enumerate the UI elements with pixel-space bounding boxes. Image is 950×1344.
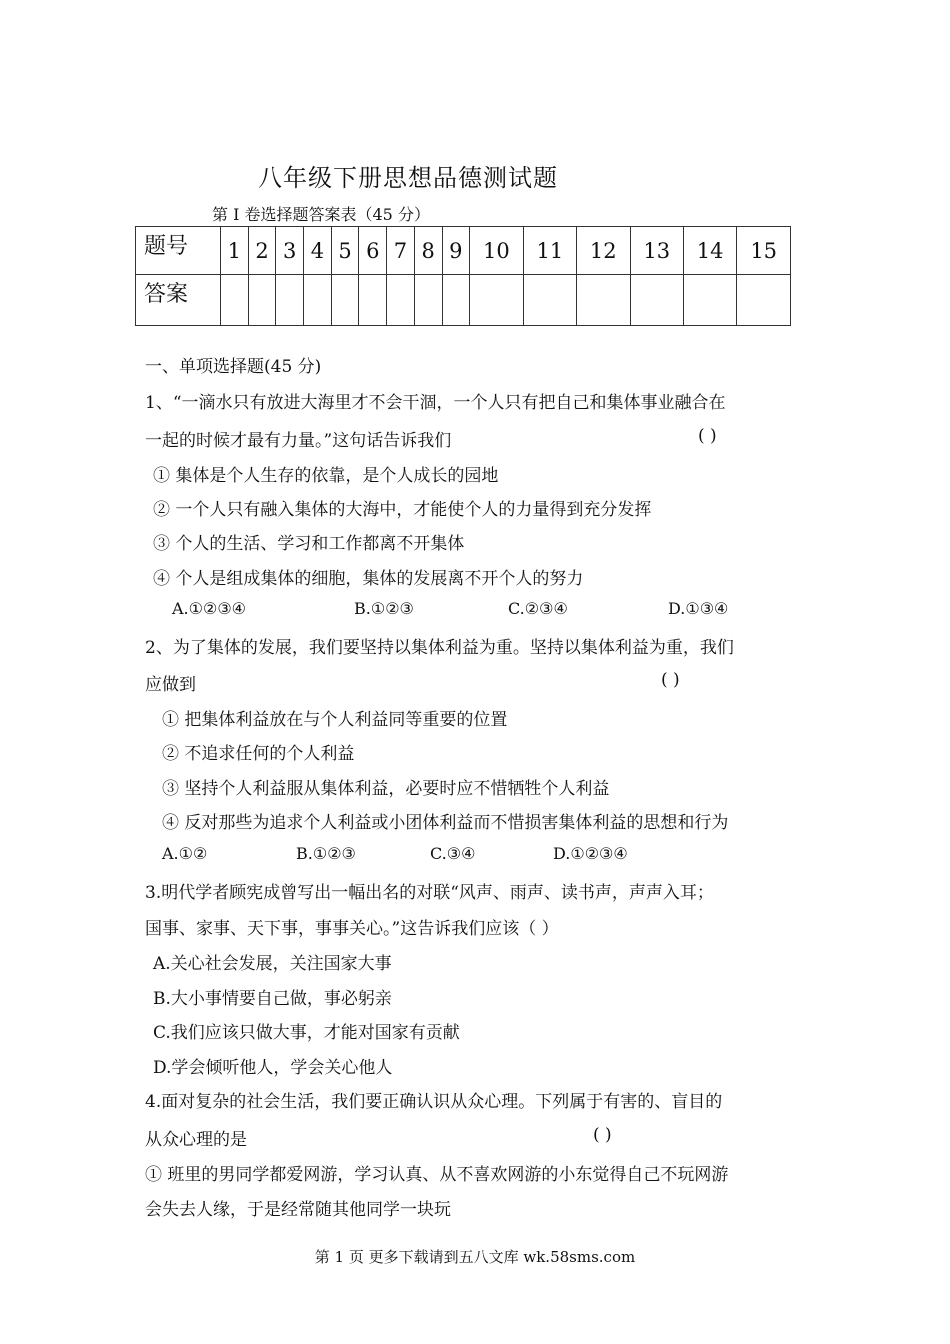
answer-cell[interactable]	[683, 275, 736, 326]
q1-item: ② 一个人只有融入集体的大海中，才能使个人的力量得到充分发挥	[153, 500, 652, 520]
section-heading: 一、单项选择题(45 分)	[145, 357, 322, 377]
question-number-cell: 15	[737, 227, 791, 275]
q2-stem-line2: 应做到	[145, 675, 196, 695]
question-number-cell: 1	[221, 227, 249, 275]
question-number-cell: 13	[630, 227, 683, 275]
q1-option-c: C.②③④	[508, 599, 568, 618]
q2-option-b: B.①②③	[296, 844, 356, 863]
q2-stem-line1: 2、为了集体的发展，我们要坚持以集体利益为重。坚持以集体利益为重，我们	[145, 638, 734, 658]
question-number-cell: 5	[331, 227, 359, 275]
answer-cell[interactable]	[387, 275, 415, 326]
row-label-number: 题号	[136, 227, 221, 275]
q3-option-d: D.学会倾听他人，学会关心他人	[153, 1058, 393, 1078]
q2-option-a: A.①②	[162, 844, 208, 863]
page-title: 八年级下册思想品德测试题	[258, 164, 558, 192]
q3-stem-line2: 国事、家事、天下事，事事关心。”这告诉我们应该（ ）	[145, 919, 559, 939]
q2-item: ① 把集体利益放在与个人利益同等重要的位置	[162, 710, 508, 730]
row-label-answer: 答案	[136, 275, 221, 326]
q3-option-b: B.大小事情要自己做，事必躬亲	[153, 989, 392, 1009]
q4-item1-line1: ① 班里的男同学都爱网游，学习认真、从不喜欢网游的小东觉得自己不玩网游	[145, 1165, 729, 1185]
question-number-cell: 11	[523, 227, 576, 275]
q1-item: ① 集体是个人生存的依靠，是个人成长的园地	[153, 466, 499, 486]
question-number-cell: 7	[387, 227, 415, 275]
table-row-answers	[136, 275, 791, 326]
answer-cell[interactable]	[276, 275, 304, 326]
answer-cell[interactable]	[359, 275, 387, 326]
q1-option-b: B.①②③	[354, 599, 414, 618]
question-number-cell: 4	[304, 227, 332, 275]
q2-item: ④ 反对那些为追求个人利益或小团体利益而不惜损害集体利益的思想和行为	[162, 813, 729, 833]
q4-answer-blank: ( )	[593, 1125, 612, 1145]
table-row-numbers	[136, 227, 791, 275]
answer-cell[interactable]	[523, 275, 576, 326]
q1-option-d: D.①③④	[668, 599, 729, 618]
q2-answer-blank: ( )	[661, 670, 680, 690]
answer-cell[interactable]	[577, 275, 630, 326]
q4-stem-line2: 从众心理的是	[145, 1130, 247, 1150]
q3-stem-line1: 3.明代学者顾宪成曾写出一幅出名的对联“风声、雨声、读书声，声声入耳；	[145, 883, 714, 903]
answer-cell[interactable]	[304, 275, 332, 326]
q2-item: ② 不追求任何的个人利益	[162, 744, 355, 764]
q3-option-a: A.关心社会发展，关注国家大事	[153, 954, 392, 974]
q1-stem-line2: 一起的时候才最有力量。”这句话告诉我们	[145, 431, 452, 451]
answer-cell[interactable]	[414, 275, 442, 326]
q4-item1-line2: 会失去人缘，于是经常随其他同学一块玩	[145, 1200, 451, 1220]
answer-cell[interactable]	[248, 275, 276, 326]
q2-option-d: D.①②③④	[553, 844, 628, 863]
q1-stem-line1: 1、“一滴水只有放进大海里才不会干涸，一个人只有把自己和集体事业融合在	[145, 393, 726, 413]
q1-item: ④ 个人是组成集体的细胞，集体的发展离不开个人的努力	[153, 569, 584, 589]
answer-cell[interactable]	[221, 275, 249, 326]
question-number-cell: 2	[248, 227, 276, 275]
answer-cell[interactable]	[331, 275, 359, 326]
question-number-cell: 10	[470, 227, 523, 275]
q2-option-c: C.③④	[430, 844, 476, 863]
answer-cell[interactable]	[442, 275, 470, 326]
question-number-cell: 6	[359, 227, 387, 275]
answer-table-caption: 第 I 卷选择题答案表（45 分）	[212, 205, 430, 224]
q3-option-c: C.我们应该只做大事，才能对国家有贡献	[153, 1023, 460, 1043]
question-number-cell: 3	[276, 227, 304, 275]
q4-stem-line1: 4.面对复杂的社会生活，我们要正确认识从众心理。下列属于有害的、盲目的	[145, 1092, 723, 1112]
answer-cell[interactable]	[737, 275, 791, 326]
answer-cell[interactable]	[630, 275, 683, 326]
question-number-cell: 12	[577, 227, 630, 275]
q1-answer-blank: ( )	[698, 426, 717, 446]
question-number-cell: 8	[414, 227, 442, 275]
answer-cell[interactable]	[470, 275, 523, 326]
answer-table	[135, 226, 791, 326]
page-footer: 第 1 页 更多下载请到五八文库 wk.58sms.com	[314, 1248, 636, 1266]
q1-item: ③ 个人的生活、学习和工作都离不开集体	[153, 534, 465, 554]
q2-item: ③ 坚持个人利益服从集体利益，必要时应不惜牺牲个人利益	[162, 779, 610, 799]
question-number-cell: 9	[442, 227, 470, 275]
question-number-cell: 14	[683, 227, 736, 275]
q1-option-a: A.①②③④	[172, 599, 247, 618]
